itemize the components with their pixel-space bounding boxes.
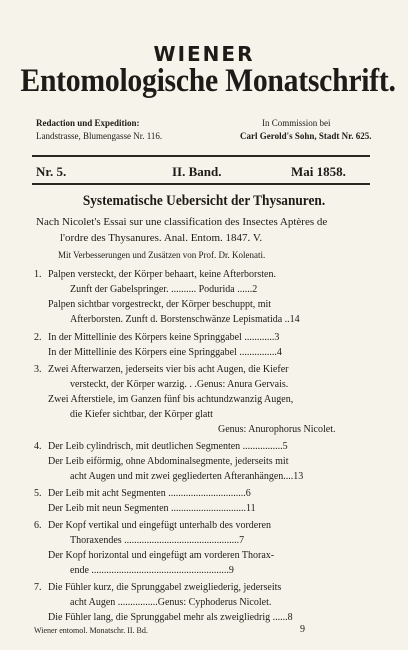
- key-line: Zwei Afterstiele, im Ganzen fünf bis achtundzwanzig Augen,: [48, 394, 294, 405]
- key-line: versteckt, der Körper warzig. . .Genus: Anura Gervais.: [70, 378, 289, 390]
- key-line: ende .......................................................9: [70, 565, 234, 576]
- key-line: Der Leib eiförmig, ohne Abdominalsegmente, jederseits mit: [48, 456, 289, 467]
- key-line: Palpen sichtbar vorgestreckt, der Körper beschuppt, mit: [48, 299, 272, 311]
- article-heading: Systematische Uebersicht der Thysanuren.: [82, 193, 326, 209]
- key-line: Der Leib mit neun Segmenten ..............................11: [48, 503, 256, 514]
- key-line: die Kiefer sichtbar, der Körper glatt: [70, 409, 213, 420]
- intro-line-2: l'ordre des Thysanures. Anal. Entom. 1847. V.: [60, 232, 263, 244]
- key-line: 4. Der Leib cylindrisch, mit deutlichen Segmenten ................5: [34, 441, 288, 452]
- key-line: Genus: Anurophorus Nicolet.: [218, 424, 336, 436]
- key-line: 2. In der Mittellinie des Körpers keine Springgabel ............3: [34, 332, 280, 343]
- key-line: 1. Palpen versteckt, der Körper behaart, keine Afterborsten.: [34, 269, 276, 280]
- publisher-right-1: In Commission bei: [262, 118, 331, 128]
- rule-top: [32, 155, 370, 157]
- key-line: Thoraxendes ..............................................7: [70, 534, 245, 546]
- issue-date: Mai 1858.: [291, 164, 346, 179]
- masthead-wiener: WIENER: [153, 42, 255, 66]
- key-line: Afterborsten. Zunft d. Borstenschwänze Lepismatida ..14: [70, 314, 300, 326]
- key-line: Der Kopf horizontal und eingefügt am vorderen Thorax-: [48, 550, 275, 561]
- publisher-left-1: Redaction und Expedition:: [36, 118, 140, 128]
- key-line: acht Augen ................Genus: Cyphoderus Nicolet.: [70, 597, 272, 608]
- publisher-right-2: Carl Gerold's Sohn, Stadt Nr. 625.: [240, 131, 372, 141]
- issue-number: Nr. 5.: [36, 164, 67, 179]
- editor-note: Mit Verbesserungen und Zusätzen von Prof. Dr. Kolenati.: [58, 250, 266, 260]
- issue-volume: II. Band.: [172, 164, 222, 179]
- key-line: Die Fühler lang, die Sprunggabel mehr als zweigliedrig ......8: [48, 612, 293, 623]
- masthead-title: Entomologische Monatschrift.: [20, 63, 396, 99]
- rule-bottom: [32, 183, 370, 185]
- signature-mark: 9: [300, 624, 305, 635]
- key-line: In der Mittellinie des Körpers eine Springgabel ...............4: [48, 347, 282, 358]
- footer-left: Wiener entomol. Monatschr. II. Bd.: [34, 626, 148, 635]
- key-line: Zunft der Gabelspringer. .......... Podurida ......2: [70, 284, 258, 295]
- key-line: 3. Zwei Afterwarzen, jederseits vier bis acht Augen, die Kiefer: [34, 363, 289, 375]
- intro-line-1: Nach Nicolet's Essai sur une classification des Insectes Aptères de: [36, 216, 328, 228]
- key-line: 7. Die Fühler kurz, die Sprunggabel zweigliederig, jederseits: [34, 581, 282, 593]
- publisher-left-2: Landstrasse, Blumengasse Nr. 116.: [36, 131, 163, 141]
- key-line: acht Augen und mit zwei gegliederten Afteranhängen....13: [70, 471, 304, 482]
- key-line: 6. Der Kopf vertikal und eingefügt unterhalb des vorderen: [34, 519, 271, 531]
- key-line: 5. Der Leib mit acht Segmenten ...............................6: [34, 488, 251, 499]
